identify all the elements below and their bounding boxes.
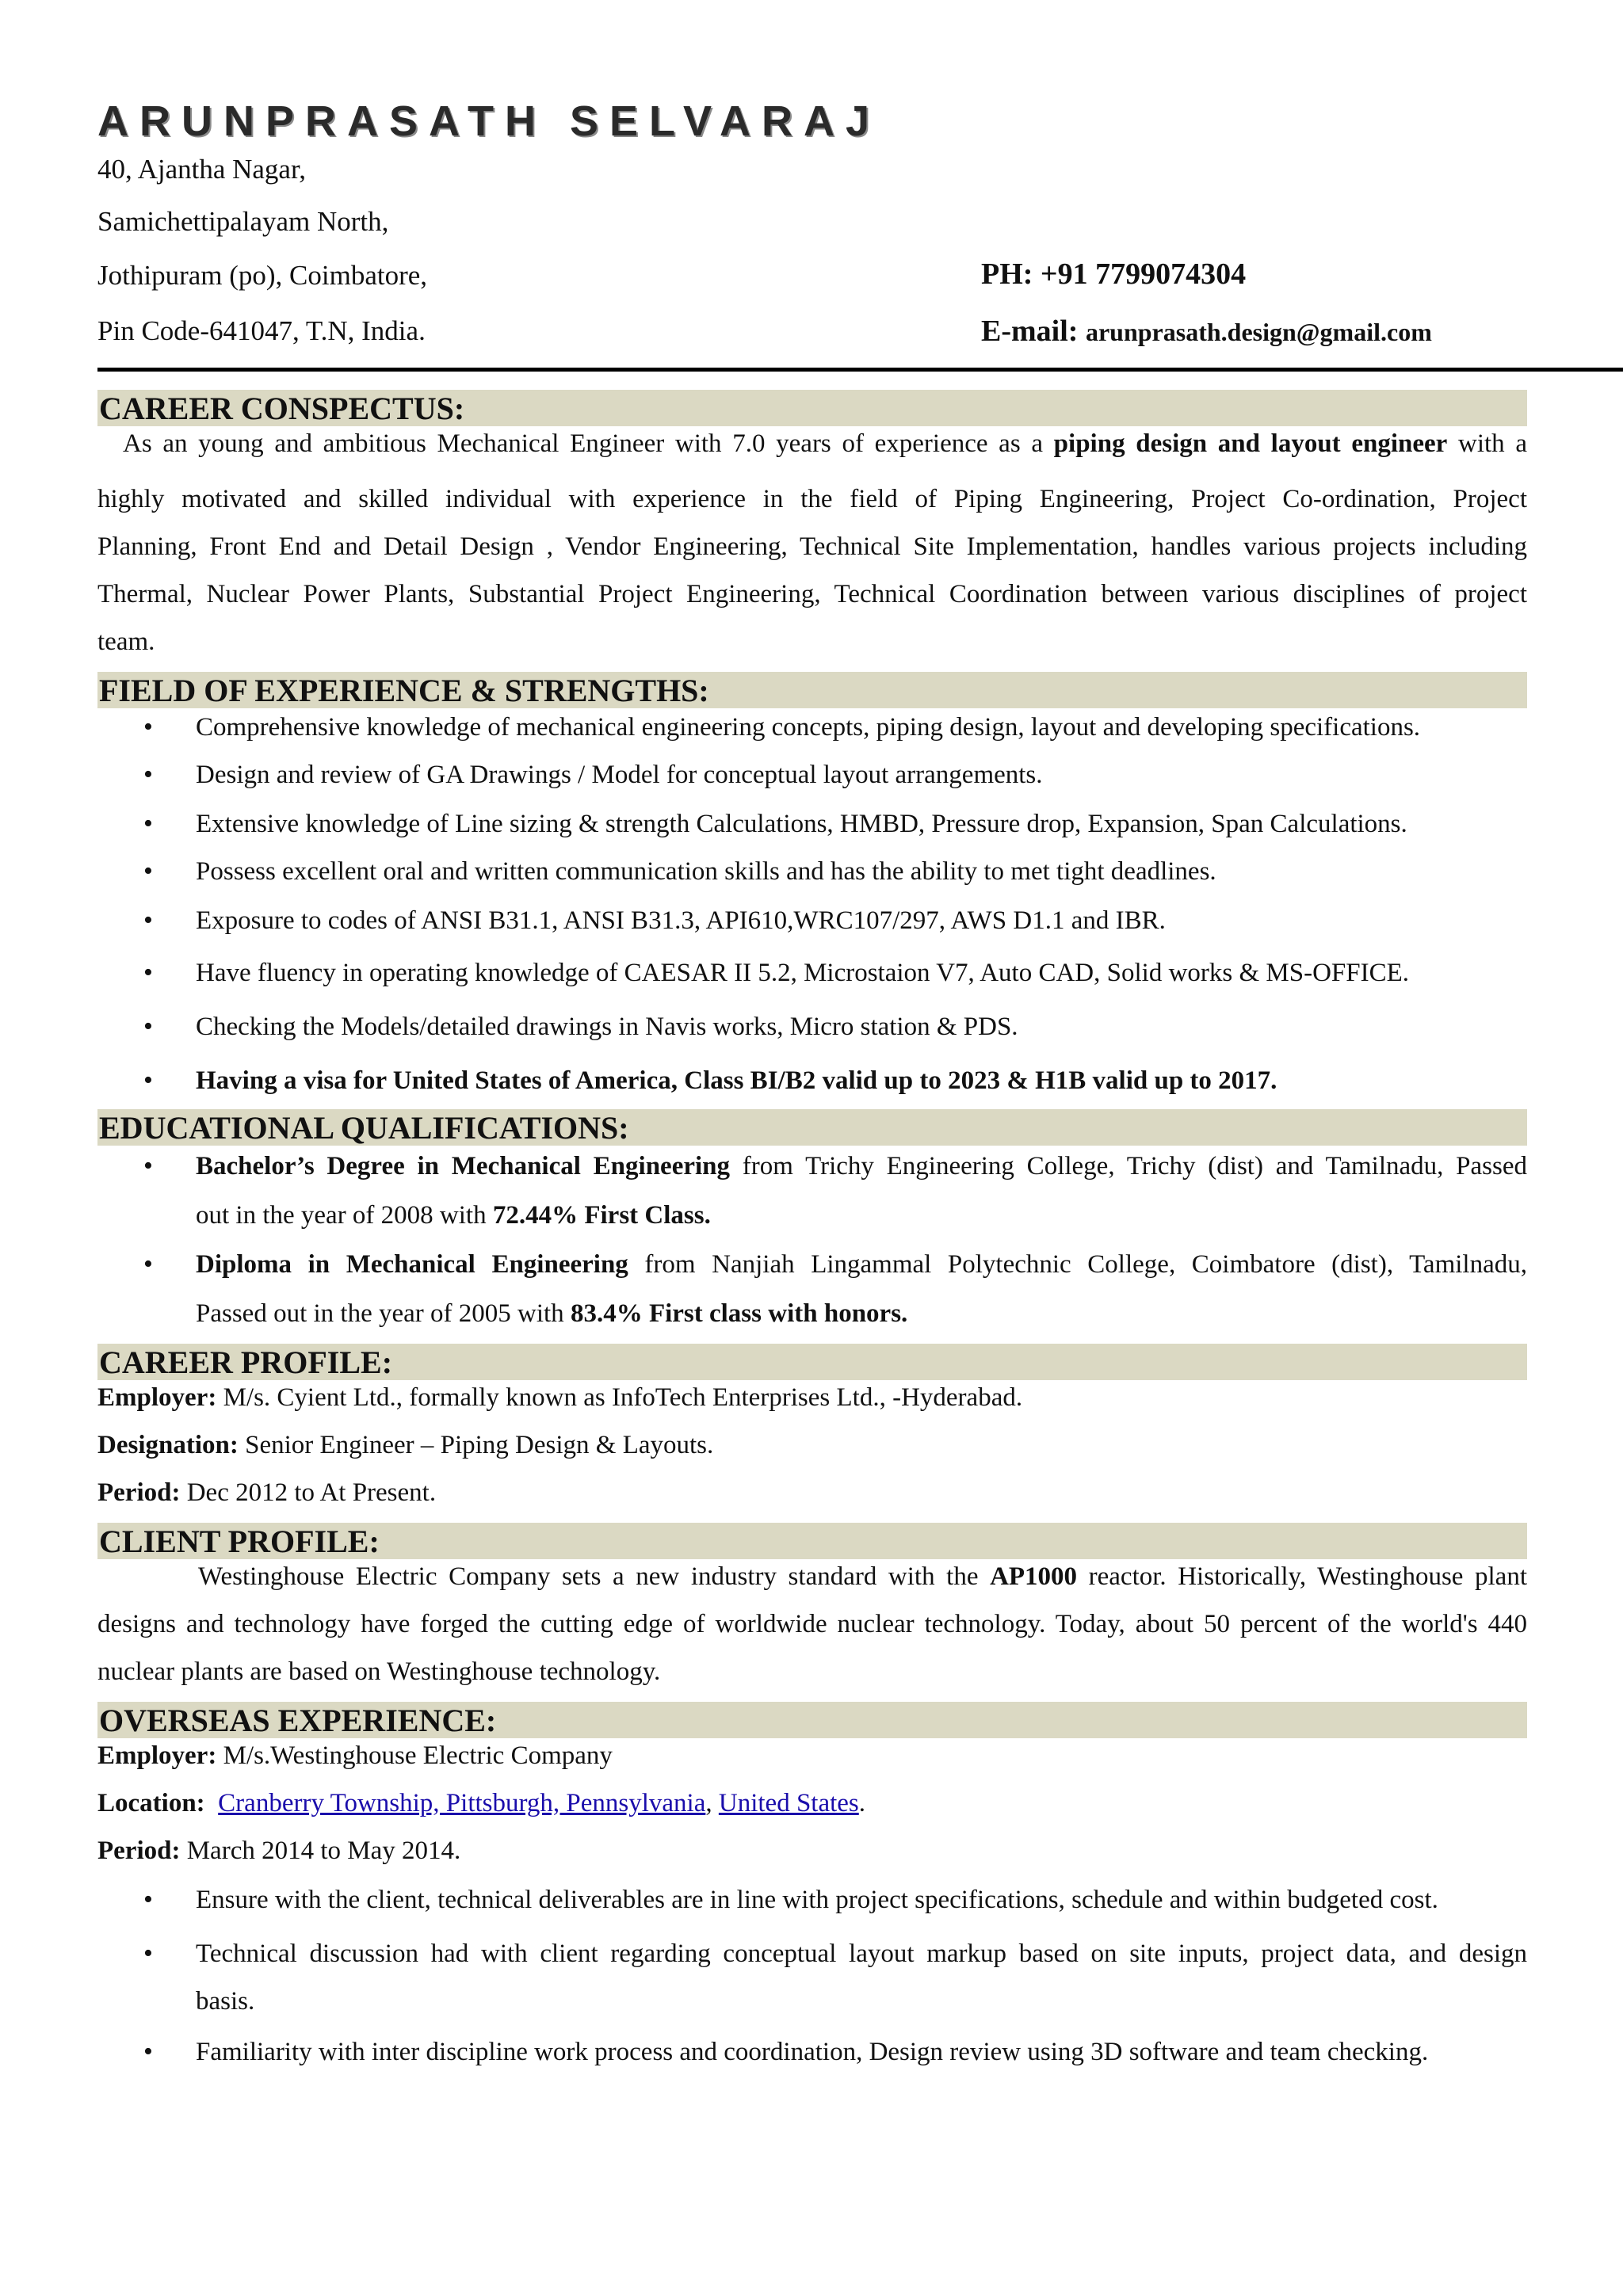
list-item-text: Technical discussion had with client regarding conceptual layout markup based on site inputs, project data, and design <box>196 1939 1527 1968</box>
phone-number: PH: +91 7799074304 <box>981 257 1247 291</box>
bullet-icon: • <box>143 712 153 742</box>
list-item-text <box>196 1249 1527 1280</box>
bullet-icon: • <box>143 760 153 789</box>
employer-label: Employer: <box>97 1383 217 1412</box>
overseas-location-row <box>97 1787 865 1819</box>
conspectus-text-end: with a <box>1447 429 1527 458</box>
candidate-name: ARUNPRASATH SELVARAJ <box>97 97 881 145</box>
list-item-text: Exposure to codes of ANSI B31.1, ANSI B31.3, API610,WRC107/297, AWS D1.1 and IBR. <box>196 906 1166 935</box>
diploma-year: Passed out in the year of 2005 with <box>196 1299 571 1328</box>
designation-label: Designation: <box>97 1431 239 1459</box>
employer-value: M/s.Westinghouse Electric Company <box>216 1741 613 1770</box>
address-line-1: 40, Ajantha Nagar, <box>97 154 306 185</box>
bullet-icon: • <box>143 906 153 935</box>
bullet-icon: • <box>143 958 153 987</box>
employer-label: Employer: <box>97 1741 217 1770</box>
employer-value: M/s. Cyient Ltd., formally known as InfoTech Enterprises Ltd., -Hyderabad. <box>216 1383 1023 1412</box>
location-link-city[interactable]: Cranberry Township, Pittsburgh, Pennsylvania <box>218 1789 706 1817</box>
list-item-text: Ensure with the client, technical deliverables are in line with project specifications, schedule and within budgeted cost. <box>196 1886 1438 1914</box>
client-line-2: designs and technology have forged the cutting edge of worldwide nuclear technology. Today, about 50 percent of the world's 440 <box>97 1610 1527 1638</box>
list-item-text <box>196 1150 1527 1182</box>
list-item-text: Design and review of GA Drawings / Model for conceptual layout arrangements. <box>196 761 1043 789</box>
period-label: Period: <box>97 1478 181 1507</box>
overseas-period-row <box>97 1835 460 1867</box>
address-line-2: Samichettipalayam North, <box>97 206 389 237</box>
bullet-icon: • <box>143 1012 153 1041</box>
conspectus-line-4: Thermal, Nuclear Power Plants, Substantial Project Engineering, Technical Coordination between various disciplines of project <box>97 580 1527 608</box>
designation-value: Senior Engineer – Piping Design & Layouts. <box>238 1431 714 1459</box>
section-heading-education: EDUCATIONAL QUALIFICATIONS: <box>97 1109 1527 1146</box>
conspectus-text: As an young and ambitious Mechanical Engineer with 7.0 years of experience as a <box>123 429 1054 458</box>
bullet-icon: • <box>143 1885 153 1914</box>
designation-row <box>97 1429 713 1461</box>
list-item-text: Having a visa for United States of America, Class BI/B2 valid up to 2023 & H1B valid up to 2017. <box>196 1066 1277 1095</box>
bullet-icon: • <box>143 809 153 838</box>
bullet-icon: • <box>143 1066 153 1095</box>
degree-year: out in the year of 2008 with <box>196 1201 493 1230</box>
overseas-employer-row <box>97 1740 613 1772</box>
bullet-icon: • <box>143 856 153 886</box>
list-item-text: basis. <box>196 1987 255 2016</box>
section-heading-career-conspectus: CAREER CONSPECTUS: <box>97 390 1527 426</box>
list-item-text: Possess excellent oral and written communication skills and has the ability to met tight deadlines. <box>196 857 1216 886</box>
period-value: Dec 2012 to At Present. <box>180 1478 437 1507</box>
header-divider <box>97 368 1623 372</box>
list-item-text: Have fluency in operating knowledge of CAESAR II 5.2, Microstaion V7, Auto CAD, Solid works & MS-OFFICE. <box>196 959 1410 987</box>
location-link-country[interactable]: United States <box>718 1789 859 1817</box>
list-item-text: Checking the Models/detailed drawings in Navis works, Micro station & PDS. <box>196 1013 1018 1041</box>
section-heading-strengths: FIELD OF EXPERIENCE & STRENGTHS: <box>97 672 1527 708</box>
list-item-text <box>196 1199 1527 1231</box>
employer-row <box>97 1382 1022 1413</box>
email-label: E-mail: <box>981 315 1079 348</box>
diploma-grade: 83.4% First class with honors. <box>570 1299 908 1328</box>
email-row <box>981 312 1432 351</box>
section-heading-client-profile: CLIENT PROFILE: <box>97 1523 1527 1559</box>
period-value: March 2014 to May 2014. <box>180 1836 461 1865</box>
section-heading-career-profile: CAREER PROFILE: <box>97 1344 1527 1380</box>
degree-grade: 72.44% First Class. <box>492 1201 711 1230</box>
client-text-end: reactor. Historically, Westinghouse plant <box>1077 1562 1527 1591</box>
address-line-4: Pin Code-641047, T.N, India. <box>97 315 426 346</box>
list-item-text <box>196 1298 1527 1329</box>
diploma-detail: from Nanjiah Lingammal Polytechnic College, Coimbatore (dist), Tamilnadu, <box>628 1250 1527 1279</box>
client-line-1 <box>198 1561 1527 1592</box>
location-end: . <box>858 1789 866 1817</box>
bullet-icon: • <box>143 2037 153 2066</box>
email-address: arunprasath.design@gmail.com <box>1085 318 1432 346</box>
diploma-name: Diploma in Mechanical Engineering <box>196 1250 628 1279</box>
list-item-text: Familiarity with inter discipline work process and coordination, Design review using 3D software and team checking. <box>196 2038 1429 2066</box>
conspectus-line-5: team. <box>97 627 155 656</box>
period-row <box>97 1477 436 1508</box>
address-line-3: Jothipuram (po), Coimbatore, <box>97 260 428 291</box>
client-text: Westinghouse Electric Company sets a new industry standard with the <box>198 1562 991 1591</box>
reactor-name: AP1000 <box>990 1562 1078 1591</box>
section-heading-overseas: OVERSEAS EXPERIENCE: <box>97 1702 1527 1738</box>
client-line-3: nuclear plants are based on Westinghouse technology. <box>97 1657 661 1686</box>
conspectus-line-2: highly motivated and skilled individual with experience in the field of Piping Engineering, Project Co-ordination, Project <box>97 485 1527 513</box>
bullet-icon: • <box>143 1939 153 1968</box>
location-separator: , <box>705 1789 719 1817</box>
location-label: Location: <box>97 1789 205 1817</box>
bullet-icon: • <box>143 1249 153 1279</box>
conspectus-line-1 <box>123 428 1527 460</box>
conspectus-line-3: Planning, Front End and Detail Design , Vendor Engineering, Technical Site Implementation, handles various projects including <box>97 532 1527 561</box>
list-item-text: Comprehensive knowledge of mechanical engineering concepts, piping design, layout and developing specifications. <box>196 713 1421 742</box>
conspectus-highlight: piping design and layout engineer <box>1053 429 1448 458</box>
period-label: Period: <box>97 1836 181 1865</box>
degree-detail: from Trichy Engineering College, Trichy (dist) and Tamilnadu, Passed <box>730 1152 1528 1180</box>
degree-name: Bachelor’s Degree in Mechanical Engineering <box>196 1152 731 1180</box>
list-item-text: Extensive knowledge of Line sizing & strength Calculations, HMBD, Pressure drop, Expansion, Span Calculations. <box>196 810 1407 838</box>
bullet-icon: • <box>143 1151 153 1180</box>
